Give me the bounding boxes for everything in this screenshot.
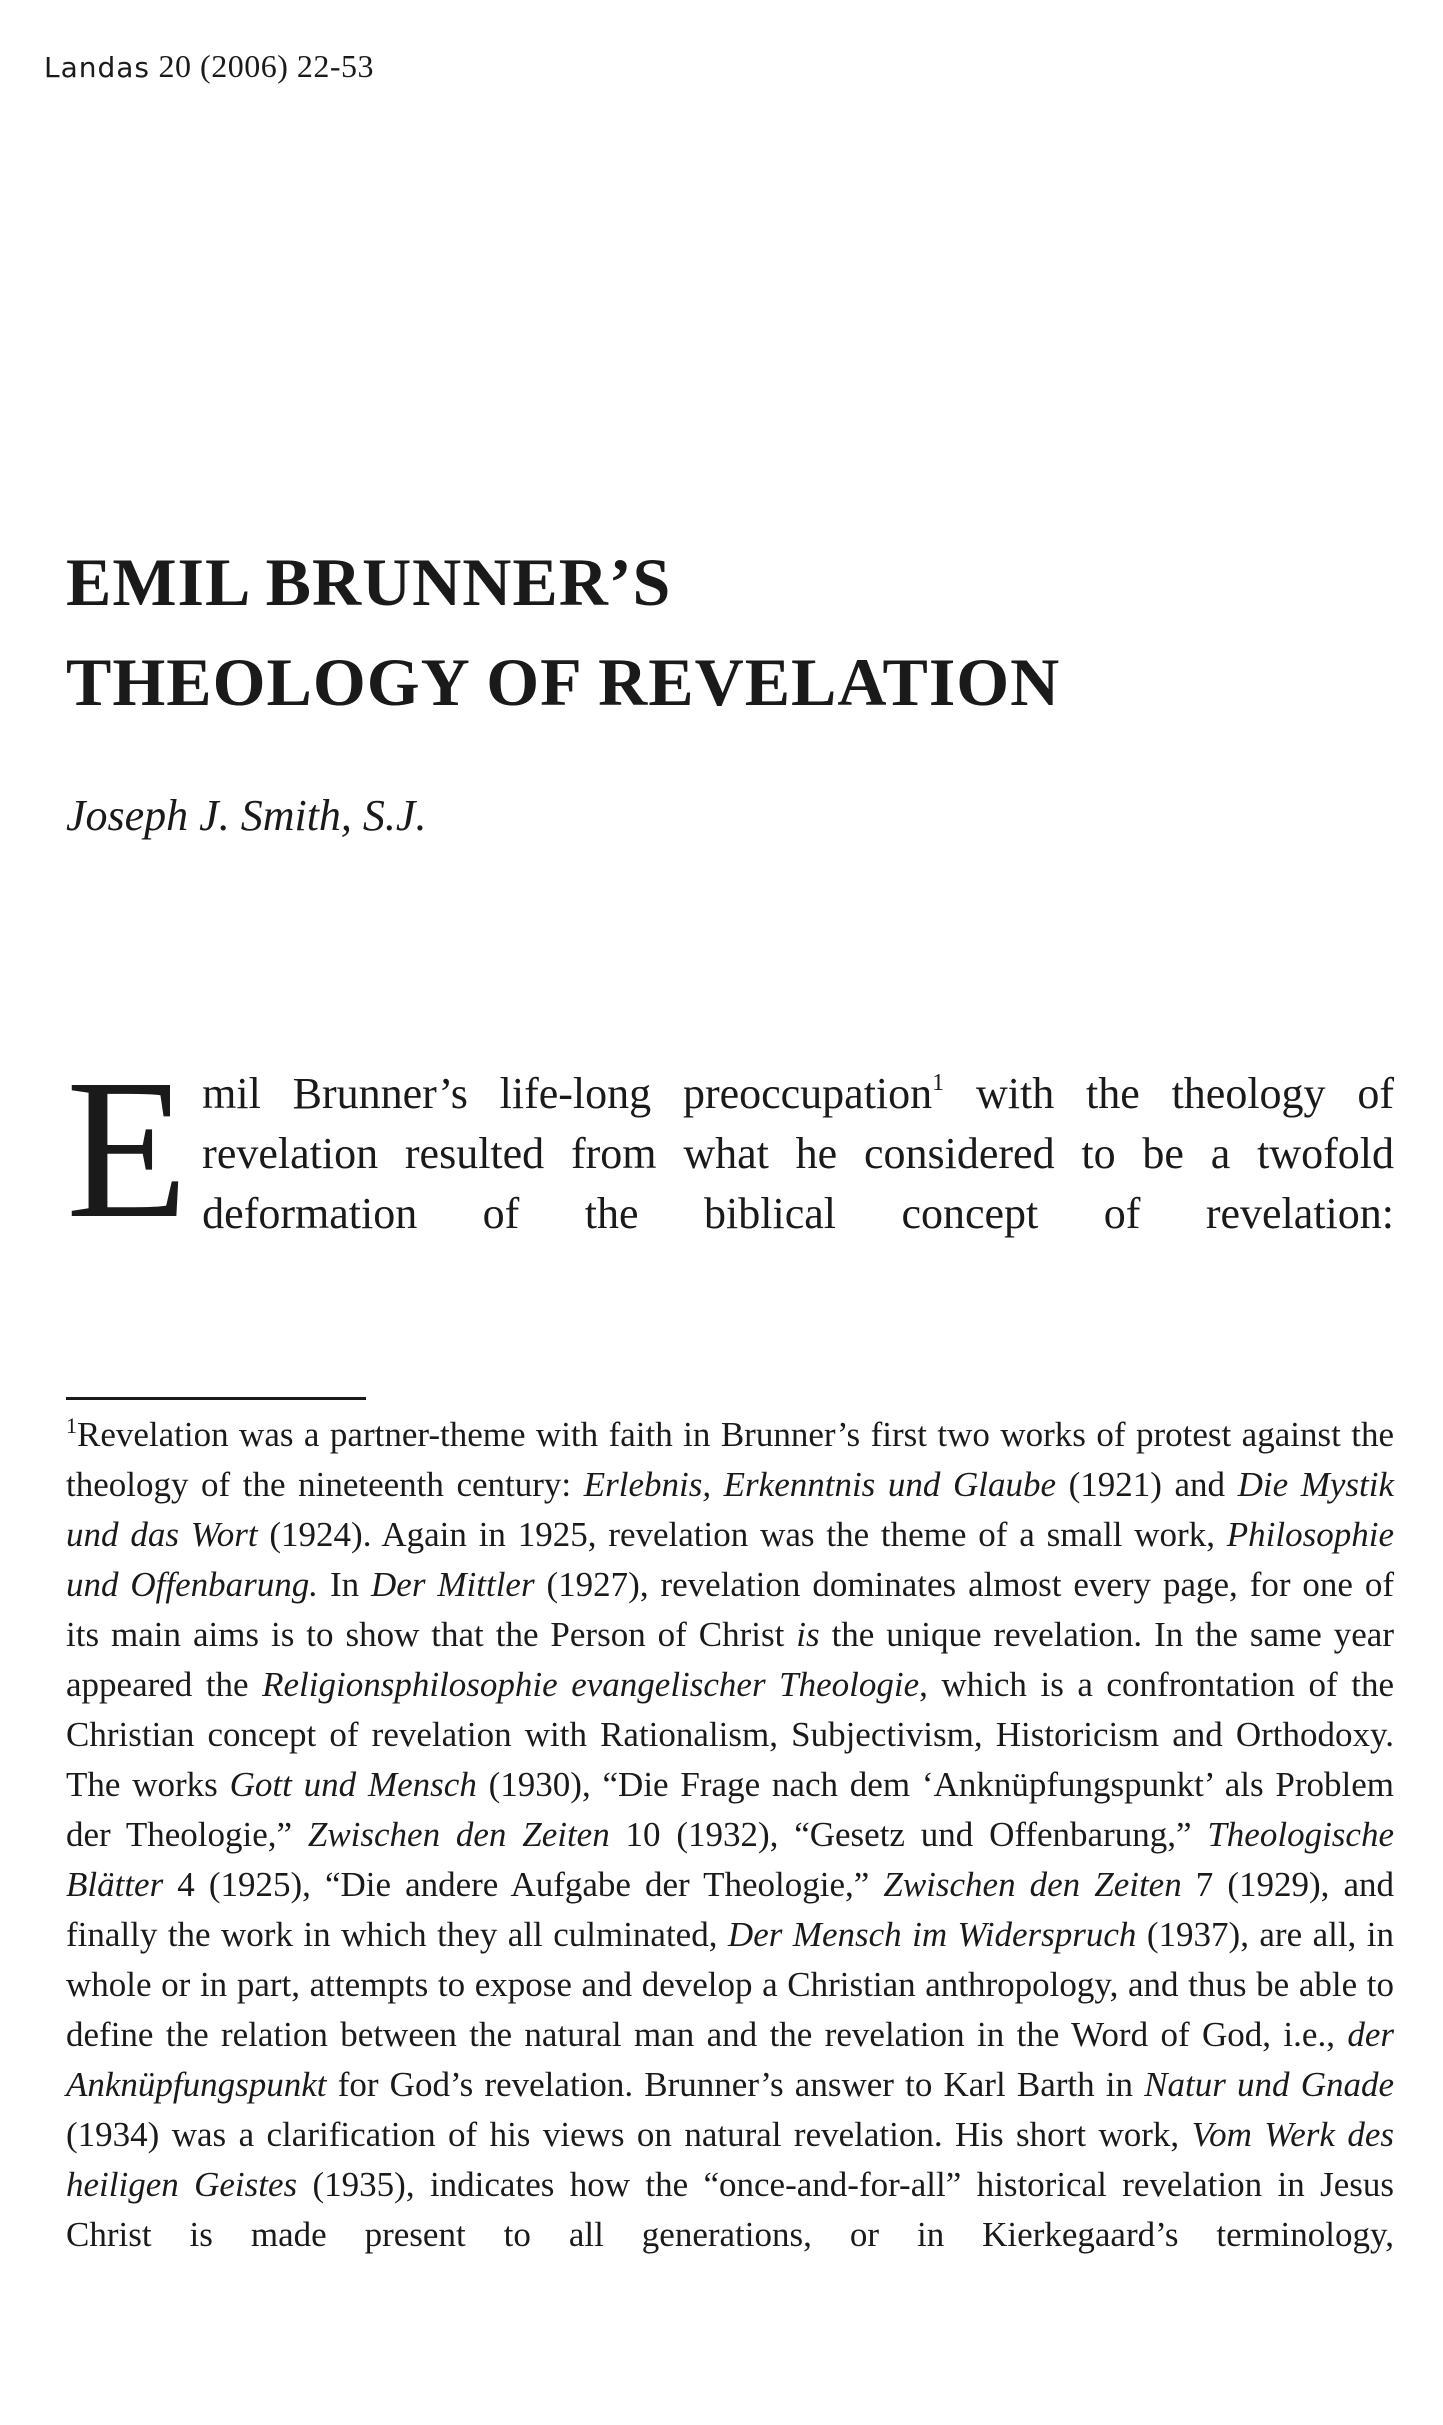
footnote-text: (1935), indicates how the “once-and-for-all” historical revelation in Jesus Christ is made present to all generations, or in Kierkegaard’s terminology,: [66, 2165, 1394, 2254]
running-header: [44, 48, 374, 85]
footnote-title: Der Mensch im Widerspruch: [727, 1915, 1137, 1954]
footnote-title: Gott und Mensch: [229, 1765, 477, 1804]
journal-name: Landas: [44, 51, 151, 84]
drop-cap: E: [66, 1039, 189, 1260]
footnote-title: Theologische Blätter: [66, 1815, 1394, 1904]
footnote-title: Die Mystik und das Wort: [66, 1465, 1394, 1554]
footnote-title: Natur und Gnade: [1144, 2065, 1395, 2104]
footnote-text: for God’s revelation. Brunner’s answer to Karl Barth in: [326, 2065, 1145, 2104]
footnote-title: Vom Werk des heiligen Geistes: [66, 2115, 1394, 2204]
footnote-text: the unique revelation. In the same year appeared the: [66, 1615, 1394, 1704]
footnote-text: (1934) was a clarification of his views on natural revelation. His short work,: [66, 2115, 1192, 2154]
body-text-a: mil Brunner’s life-long preoccupation: [202, 1069, 933, 1118]
footnote-title: Erlebnis, Erkenntnis und Glaube: [583, 1465, 1056, 1504]
footnote-text: In: [318, 1565, 372, 1604]
footnote-text: (1927), revelation dominates almost every page, for one of its main aims is to show that the Person of Christ: [66, 1565, 1395, 1654]
footnote-term: der Anknüpfungspunkt: [66, 2015, 1394, 2104]
footnote-ref: 1: [932, 1070, 945, 1096]
footnote-text: 10 (1932), “Gesetz und Offenbarung,”: [609, 1815, 1208, 1854]
footnote-title: Zwischen den Zeiten: [883, 1865, 1182, 1904]
footnote-title: Philosophie und Offenbarung.: [66, 1515, 1394, 1604]
title-line-1: EMIL BRUNNER’S: [66, 544, 672, 620]
footnote-divider: [66, 1397, 366, 1400]
footnote-emphasis: is: [796, 1615, 820, 1654]
article-title: [66, 532, 1366, 732]
body-paragraph: [66, 1039, 1395, 1260]
footnote-text: 4 (1925), “Die andere Aufgabe der Theologie,”: [163, 1865, 884, 1904]
footnote-text: (1930), “Die Frage nach dem ‘Anknüpfungspunkt’ als Problem der Theologie,”: [66, 1765, 1394, 1854]
footnote-text: (1921) and: [1056, 1465, 1238, 1504]
footnote-title: Religionsphilosophie evangelischer Theologie: [262, 1665, 920, 1704]
footnote-text: (1924). Again in 1925, revelation was the theme of a small work,: [257, 1515, 1227, 1554]
body-text-b: with the theology of revelation resulted from what he considered to be a twofold deformation of the biblical concept of revelation:: [202, 1069, 1395, 1238]
journal-citation: 20 (2006) 22-53: [158, 48, 374, 84]
article-author: Joseph J. Smith, S.J.: [66, 791, 427, 840]
footnote-title: Zwischen den Zeiten: [307, 1815, 610, 1854]
footnote-text: Revelation was a partner-theme with faith in Brunner’s first two works of protest against the theology of the nineteenth century:: [66, 1415, 1394, 1504]
footnote-text: , which is a confrontation of the Christian concept of revelation with Rationalism, Subjectivism, Historicism and Orthodoxy. The works: [66, 1665, 1394, 1804]
footnote-text: (1937), are all, in whole or in part, attempts to expose and develop a Christian anthropology, and thus be able to define the relation between the natural man and the revelation in the Word of God, i.e.,: [66, 1915, 1394, 2054]
footnote-marker: 1: [66, 1413, 77, 1438]
footnote-text: 7 (1929), and finally the work in which they all culminated,: [66, 1865, 1394, 1954]
footnote-title: Der Mittler: [371, 1565, 535, 1604]
title-line-2: THEOLOGY OF REVELATION: [66, 644, 1061, 720]
footnote: [66, 1410, 1394, 2260]
